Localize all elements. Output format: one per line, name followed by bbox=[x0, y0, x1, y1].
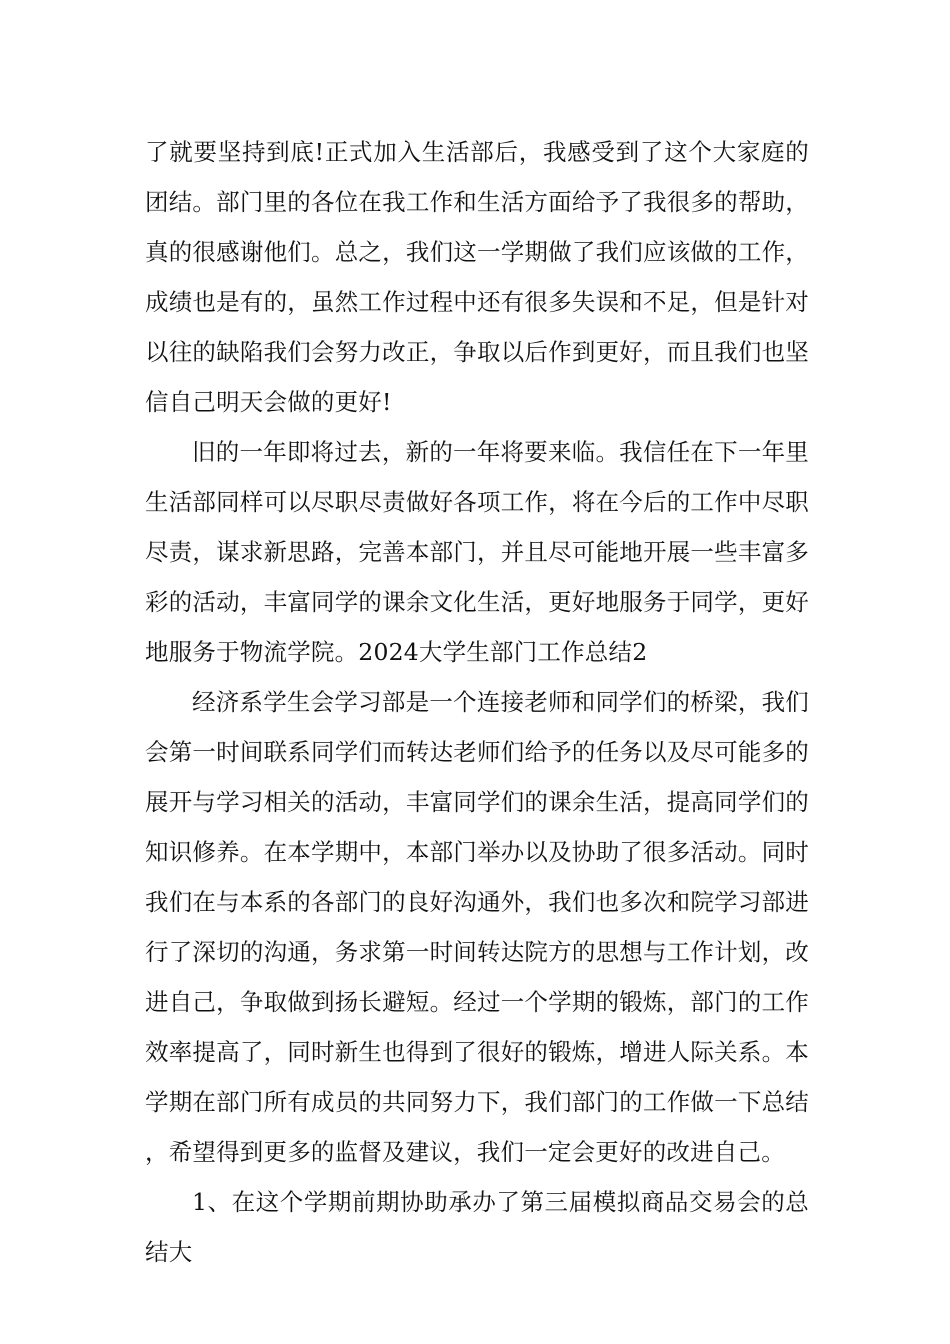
document-body bbox=[145, 127, 809, 1277]
paragraph-2: 旧的一年即将过去，新的一年将要来临。我信任在下一年里生活部同样可以尽职尽责做好各项工作，将在今后的工作中尽职尽责，谋求新思路，完善本部门，并且尽可能地开展一些丰富多彩的活动，丰富同学的课余文化生活，更好地服务于同学，更好地服务于物流学院。2024大学生部门工作总结2 bbox=[145, 438, 809, 666]
paragraph-4: 1、在这个学期前期协助承办了第三届模拟商品交易会的总结大 bbox=[145, 1188, 809, 1266]
paragraph-3: 经济系学生会学习部是一个连接老师和同学们的桥梁，我们会第一时间联系同学们而转达老师们给予的任务以及尽可能多的展开与学习相关的活动，丰富同学们的课余生活，提高同学们的知识修养。在本学期中，本部门举办以及协助了很多活动。同时我们在与本系的各部门的良好沟通外，我们也多次和院学习部进行了深切的沟通，务求第一时间转达院方的思想与工作计划，改进自己，争取做到扬长避短。经过一个学期的锻炼，部门的工作效率提高了，同时新生也得到了很好的锻炼，增进人际关系。本学期在部门所有成员的共同努力下，我们部门的工作做一下总结，希望得到更多的监督及建议，我们一定会更好的改进自己。 bbox=[145, 688, 809, 1166]
paragraph-1: 了就要坚持到底!正式加入生活部后，我感受到了这个大家庭的团结。部门里的各位在我工作和生活方面给予了我很多的帮助，真的很感谢他们。总之，我们这一学期做了我们应该做的工作，成绩也是有的，虽然工作过程中还有很多失误和不足，但是针对以往的缺陷我们会努力改正，争取以后作到更好，而且我们也坚信自己明天会做的更好! bbox=[145, 138, 809, 416]
